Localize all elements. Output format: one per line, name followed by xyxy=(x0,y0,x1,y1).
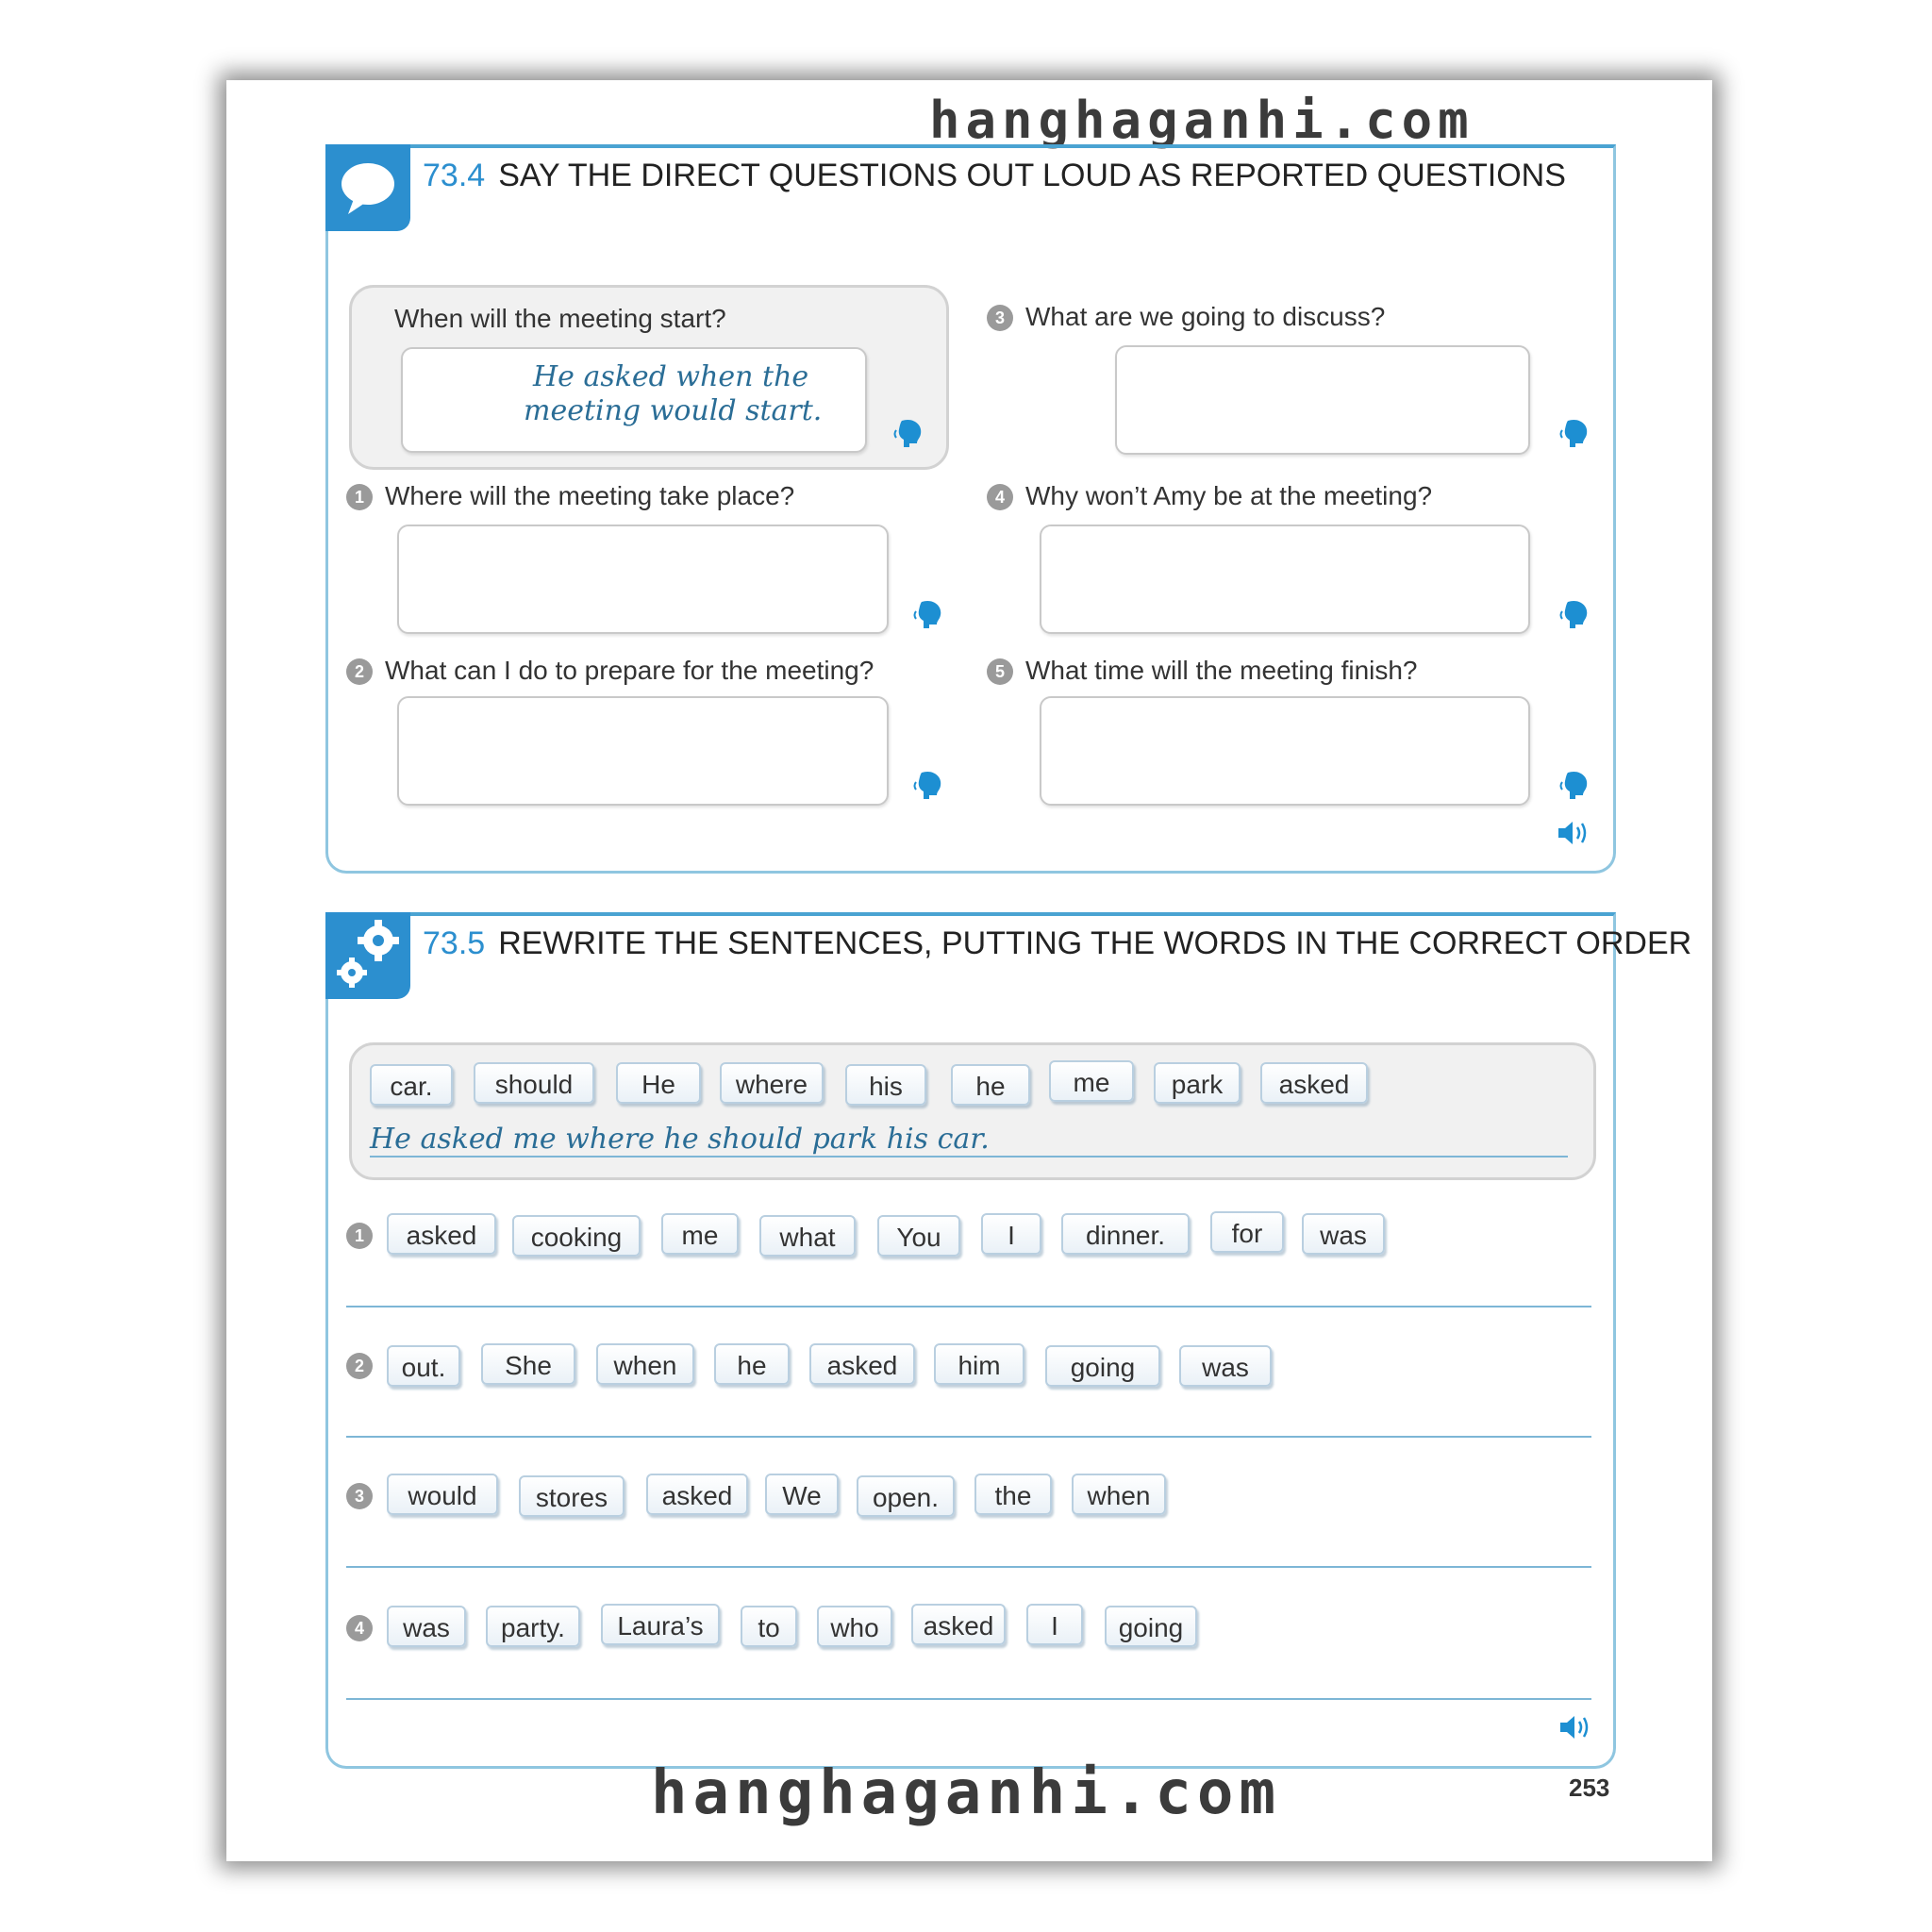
word-chip[interactable]: was xyxy=(1302,1213,1385,1255)
answer-line[interactable] xyxy=(346,1306,1591,1307)
example-answer-line2: meeting would start. xyxy=(524,394,823,427)
speaking-head-icon[interactable] xyxy=(1557,417,1589,449)
answer-line[interactable] xyxy=(346,1436,1591,1438)
answer-box[interactable] xyxy=(1040,525,1530,634)
word-chip[interactable]: We xyxy=(765,1474,839,1515)
question-number: 1 xyxy=(346,484,373,510)
word-chip[interactable]: would xyxy=(387,1474,498,1515)
word-chip[interactable]: he xyxy=(714,1343,790,1385)
exercise-heading xyxy=(423,158,1566,194)
question-text: What time will the meeting finish? xyxy=(1025,656,1418,685)
word-chip[interactable]: me xyxy=(661,1213,739,1255)
answer-box[interactable] xyxy=(397,525,889,634)
word-chip[interactable]: what xyxy=(759,1215,856,1257)
answer-line xyxy=(370,1156,1568,1158)
speaking-head-icon[interactable] xyxy=(910,769,942,801)
speech-bubble-icon xyxy=(325,144,410,231)
speaking-head-icon[interactable] xyxy=(1557,598,1589,630)
question-number: 2 xyxy=(346,658,373,685)
word-chip[interactable]: asked xyxy=(911,1604,1006,1645)
exercise-number: 73.5 xyxy=(423,925,486,961)
word-chip[interactable]: I xyxy=(981,1213,1041,1255)
word-chip[interactable]: dinner. xyxy=(1061,1213,1190,1255)
answer-line[interactable] xyxy=(346,1698,1591,1700)
word-chip[interactable]: stores xyxy=(519,1475,625,1517)
question-number: 5 xyxy=(987,658,1013,685)
word-chip[interactable]: asked xyxy=(646,1474,748,1515)
audio-speaker-icon[interactable] xyxy=(1558,1713,1594,1741)
row-number: 2 xyxy=(346,1353,373,1379)
exercise-title: SAY THE DIRECT QUESTIONS OUT LOUD AS REPORTED QUESTIONS xyxy=(498,158,1566,193)
word-chip[interactable]: going xyxy=(1105,1606,1197,1647)
question-number: 4 xyxy=(987,484,1013,510)
gears-icon xyxy=(325,912,410,999)
row-number: 4 xyxy=(346,1615,373,1641)
speaking-head-icon[interactable] xyxy=(1557,769,1589,801)
watermark-top: hanghaganhi.com xyxy=(929,91,1474,150)
exercise-heading xyxy=(423,925,1691,962)
word-chip[interactable]: cooking xyxy=(512,1215,641,1257)
word-chip[interactable]: party. xyxy=(486,1606,580,1647)
answer-line[interactable] xyxy=(346,1566,1591,1568)
exercise-title: REWRITE THE SENTENCES, PUTTING THE WORDS IN THE CORRECT ORDER xyxy=(498,925,1692,961)
question-text: What can I do to prepare for the meeting? xyxy=(385,656,874,685)
question-number: 3 xyxy=(987,305,1013,331)
question-text: What are we going to discuss? xyxy=(1025,302,1386,331)
word-chip[interactable]: to xyxy=(741,1606,797,1647)
word-chip[interactable]: he xyxy=(951,1064,1030,1106)
word-chip[interactable]: I xyxy=(1026,1604,1083,1645)
word-chip[interactable]: car. xyxy=(370,1064,453,1106)
word-chip[interactable]: the xyxy=(974,1474,1052,1515)
word-chip[interactable]: You xyxy=(877,1215,960,1257)
word-chip[interactable]: going xyxy=(1045,1345,1160,1387)
speaking-head-icon[interactable] xyxy=(910,598,942,630)
answer-box[interactable] xyxy=(397,696,889,806)
word-chip[interactable]: open. xyxy=(857,1475,955,1517)
answer-box[interactable] xyxy=(1115,345,1530,455)
word-chip[interactable]: He xyxy=(616,1062,701,1104)
word-chip[interactable]: his xyxy=(845,1064,926,1106)
audio-speaker-icon[interactable] xyxy=(1557,819,1592,847)
word-chip[interactable]: asked xyxy=(387,1213,496,1255)
question-text: Where will the meeting take place? xyxy=(385,481,795,510)
answer-box[interactable] xyxy=(1040,696,1530,806)
word-chip[interactable]: was xyxy=(1179,1345,1272,1387)
word-chip[interactable]: where xyxy=(720,1062,824,1104)
word-chip[interactable]: park xyxy=(1154,1062,1241,1104)
word-chip[interactable]: Laura’s xyxy=(601,1604,720,1645)
watermark-bottom: hanghaganhi.com xyxy=(651,1758,1281,1828)
word-chip[interactable]: asked xyxy=(809,1343,915,1385)
word-chip[interactable]: me xyxy=(1049,1060,1134,1102)
page-number: 253 xyxy=(1569,1774,1610,1802)
row-number: 3 xyxy=(346,1483,373,1509)
speaking-head-icon[interactable] xyxy=(891,417,923,449)
word-chip[interactable]: should xyxy=(474,1062,594,1104)
exercise-number: 73.4 xyxy=(423,158,486,193)
example-answer-line1: He asked when the xyxy=(533,360,809,393)
word-chip[interactable]: out. xyxy=(387,1345,460,1387)
word-chip[interactable]: asked xyxy=(1260,1062,1368,1104)
word-chip[interactable]: when xyxy=(1072,1474,1166,1515)
example-question: When will the meeting start? xyxy=(394,304,726,333)
question-text: Why won’t Amy be at the meeting? xyxy=(1025,481,1433,510)
word-chip[interactable]: him xyxy=(934,1343,1024,1385)
word-chip[interactable]: who xyxy=(817,1606,892,1647)
word-chip[interactable]: when xyxy=(596,1343,694,1385)
example-answer: He asked me where he should park his car. xyxy=(370,1123,990,1156)
row-number: 1 xyxy=(346,1223,373,1249)
word-chip[interactable]: was xyxy=(387,1606,466,1647)
word-chip[interactable]: for xyxy=(1210,1211,1284,1253)
word-chip[interactable]: She xyxy=(481,1343,575,1385)
